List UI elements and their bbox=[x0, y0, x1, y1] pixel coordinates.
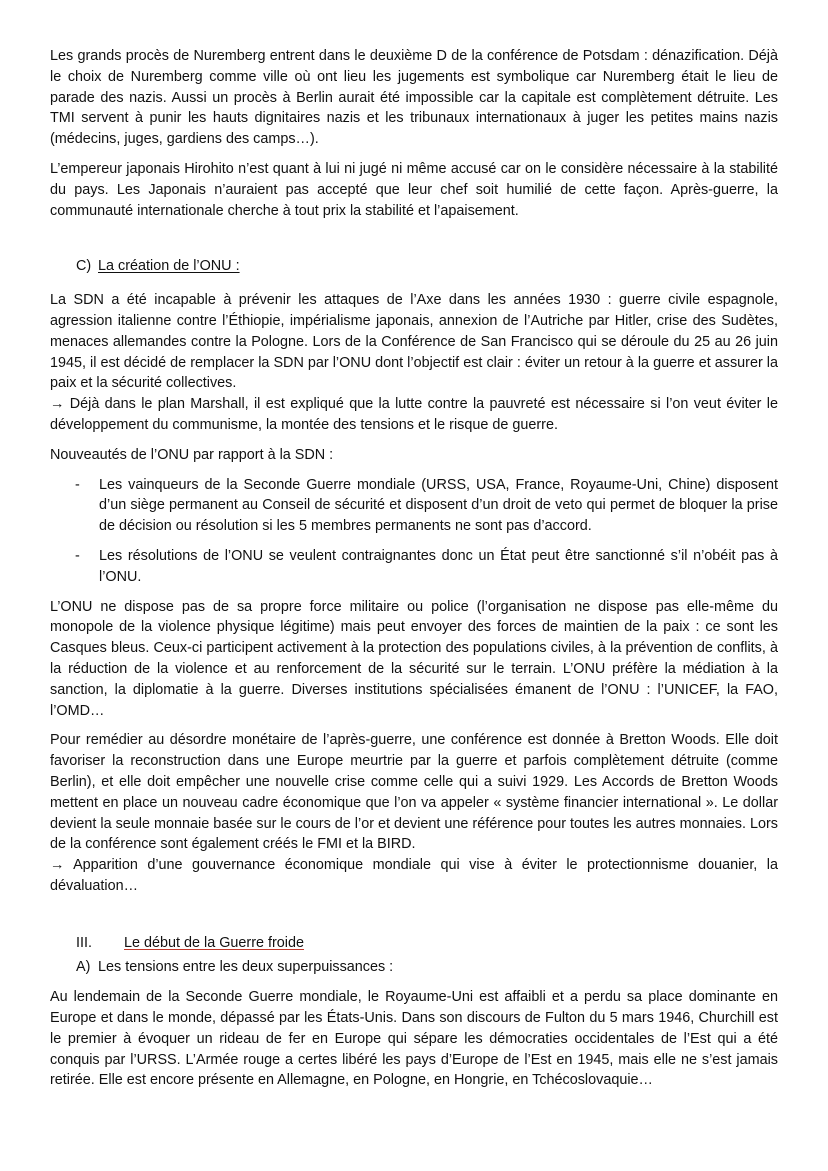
list-item bbox=[50, 475, 778, 537]
list-item bbox=[50, 546, 778, 588]
paragraph-casques-bleus: L’ONU ne dispose pas de sa propre force militaire ou police (l’organisation ne dispose pas elle-même du monopole de la violence physique légitime) mais peut envoyer des forces de maintien de la paix : ce sont les Casques bleus. Ceux-ci participent activement à la protection des populations civiles, à la prévention de conflits, à la réduction de la violence et au renforcement de la sécurité sur le terrain. L’ONU préfère la médiation à la sanction, la diplomatie à la guerre. Diverses institutions spécialisées émanent de l’ONU : l’UNICEF, la FAO, l’OMD… bbox=[50, 598, 778, 719]
paragraph-nouveautes: Nouveautés de l’ONU par rapport à la SDN : bbox=[50, 446, 334, 463]
paragraph-rideau-de-fer: Au lendemain de la Seconde Guerre mondiale, le Royaume-Uni est affaibli et a perdu sa place dominante en Europe et dans le monde, dépassé par les États-Unis. Dans son discours de Fulton du 5 mars 1946, Churchill est le premier à évoquer un rideau de fer en Europe qui sépare les démocraties occidentales de l’Est qui a été conquis par l’URSS. L’Armée rouge a certes libéré les pays d’Europe de l’Est en 1945, mais elle ne s’est jamais retirée. Elle est encore présente en Allemagne, en Pologne, en Hongrie, en Tchécoslovaquie… bbox=[50, 989, 778, 1089]
paragraph-marshall-arrow: → Déjà dans le plan Marshall, il est expliqué que la lutte contre la pauvreté est nécessaire si l’on veut éviter le développement du communisme, la montée des tensions et le risque de guerre. bbox=[50, 396, 778, 433]
section-title: Les tensions entre les deux superpuissances : bbox=[98, 959, 394, 976]
dash-marker: - bbox=[75, 476, 80, 493]
section-heading-onu bbox=[76, 256, 778, 277]
section-number: C) bbox=[76, 258, 92, 275]
paragraph-nuremberg: Les grands procès de Nuremberg entrent dans le deuxième D de la conférence de Potsdam : dénazification. Déjà le choix de Nuremberg comme ville où ont lieu les jugements est symbolique car Nuremberg était le lieu de parade des nazis. Aussi un procès à Berlin aurait été impossible car la capitale est complètement détruite. Les TMI servent à punir les hauts dignitaires nazis et les tribunaux internationaux à juger les petites mains nazis (médecins, juges, gardiens des camps…). bbox=[50, 48, 778, 148]
part-title: Le début de la Guerre froide bbox=[124, 934, 305, 951]
section-heading-tensions bbox=[76, 957, 778, 978]
list-item-text: Les vainqueurs de la Seconde Guerre mondiale (URSS, USA, France, Royaume-Uni, Chine) disposent d’un siège permanent au Conseil de sécurité et disposent d’un droit de veto qui permet de bloquer la prise de décision ou résolution si les 5 membres permanents ne sont pas d’accord. bbox=[99, 476, 778, 535]
section-number: A) bbox=[76, 959, 91, 976]
paragraph-sdn: La SDN a été incapable à prévenir les attaques de l’Axe dans les années 1930 : guerre civile espagnole, agression italienne contre l’Éthiopie, impérialisme japonais, annexion de l’Autriche par Hitler, crise des Sudètes, menaces allemandes contre la Pologne. Lors de la Conférence de San Francisco qui se déroule du 25 au 26 juin 1945, il est décidé de remplacer la SDN par l’ONU dont l’objectif est clair : éviter un retour à la guerre et assurer la paix et la sécurité collectives. bbox=[50, 292, 778, 392]
bullet-list bbox=[50, 475, 778, 588]
section-title: La création de l’ONU : bbox=[98, 258, 240, 275]
paragraph-gouvernance-arrow: → Apparition d’une gouvernance économique mondiale qui vise à éviter le protectionnisme douanier, la dévaluation… bbox=[50, 857, 778, 894]
document-page bbox=[50, 46, 778, 1091]
part-number: III. bbox=[76, 934, 92, 951]
list-item-text: Les résolutions de l’ONU se veulent contraignantes donc un État peut être sanctionné s’il n’obéit pas à l’ONU. bbox=[99, 547, 778, 585]
dash-marker: - bbox=[75, 547, 80, 564]
part-heading-guerre-froide bbox=[76, 933, 778, 954]
paragraph-bretton-woods: Pour remédier au désordre monétaire de l’après-guerre, une conférence est donnée à Bretton Woods. Elle doit favoriser la reconstruction dans une Europe meurtrie par la guerre et parfois complètement détruite (comme Berlin), et elle doit empêcher une nouvelle crise comme celle qui a suivi 1929. Les Accords de Bretton Woods mettent en place un nouveau cadre économique que l’on va appeler « système financier international ». Le dollar devient la seule monnaie basée sur le cours de l’or et devient une référence pour toutes les autres monnaies. Lors de la conférence sont également créés le FMI et la BIRD. bbox=[50, 732, 778, 853]
paragraph-hirohito: L’empereur japonais Hirohito n’est quant à lui ni jugé ni même accusé car on le considère nécessaire à la stabilité du pays. Les Japonais n’auraient pas accepté que leur chef soit humilié de cette façon. Après-guerre, la communauté internationale cherche à tout prix la stabilité et l’apaisement. bbox=[50, 160, 778, 219]
